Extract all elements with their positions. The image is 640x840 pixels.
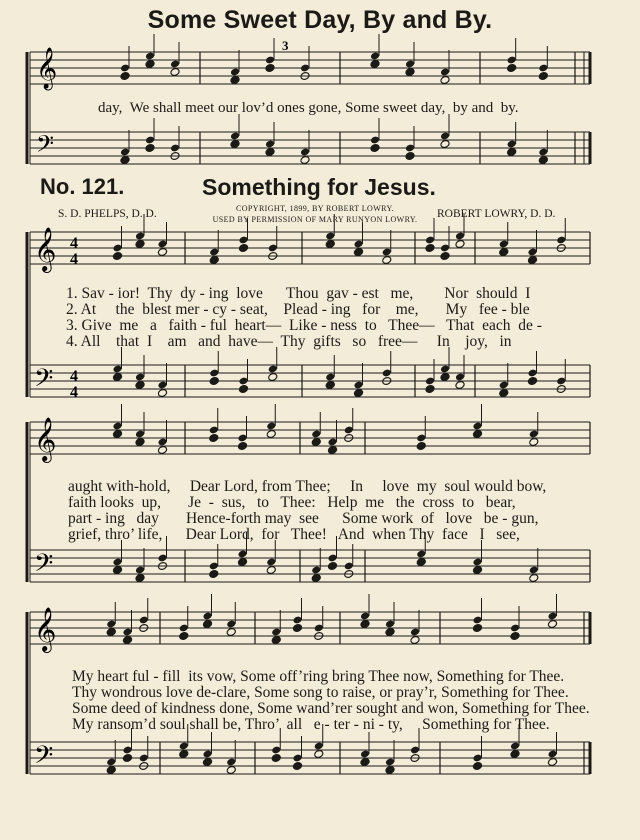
note-head <box>416 558 426 567</box>
note-head <box>230 76 240 85</box>
note-head <box>327 446 337 455</box>
note-head <box>238 385 248 394</box>
note-head <box>237 442 247 451</box>
note-head <box>353 389 363 398</box>
note-head <box>145 60 155 69</box>
note-head <box>499 389 509 398</box>
note-head <box>455 240 465 249</box>
note-head <box>370 144 380 153</box>
note-head <box>547 620 557 629</box>
note-head <box>405 68 415 77</box>
note-head <box>202 758 212 767</box>
note-head <box>230 140 240 149</box>
note-head <box>237 558 247 567</box>
note-head <box>440 373 450 382</box>
note-head <box>529 438 539 447</box>
note-head <box>538 156 548 165</box>
measure-number: 3 <box>282 38 289 53</box>
note-head <box>472 430 482 439</box>
note-head <box>440 76 450 85</box>
top-hymn-lyric: day, We shall meet our lov’d ones gone, Some sweet day, by and by. <box>98 100 519 116</box>
note-head <box>360 758 370 767</box>
bass-clef-icon: 𝄢 <box>34 549 54 584</box>
note-head <box>238 244 248 253</box>
note-head <box>170 68 180 77</box>
note-head <box>385 628 395 637</box>
note-head <box>325 381 335 390</box>
note-head <box>209 570 219 579</box>
note-head <box>271 754 281 763</box>
note-head <box>507 148 517 157</box>
note-head <box>271 636 281 645</box>
note-head <box>527 377 537 386</box>
note-head <box>425 385 435 394</box>
note-head <box>314 750 324 759</box>
bass-clef-icon: 𝄢 <box>34 741 54 776</box>
bass-clef-icon: 𝄢 <box>34 364 54 399</box>
note-head <box>135 240 145 249</box>
bass-time-signature-denominator: 4 <box>70 384 78 401</box>
note-head <box>106 766 116 775</box>
treble-time-signature-denominator: 4 <box>70 251 78 268</box>
treble-clef-icon: 𝄞 <box>36 48 58 89</box>
top-hymn-title: Some Sweet Day, By and By. <box>147 6 493 34</box>
note-head <box>300 156 310 165</box>
verse-2-line-2: faith looks up, Je - sus, to Thee: Help me the cross to bear, <box>68 494 516 511</box>
note-head <box>510 750 520 759</box>
verse-2-line-1: 2. At the blest mer - cy - seat, Plead - ing for me, My fee - ble <box>66 301 530 318</box>
note-head <box>112 566 122 575</box>
note-head <box>179 750 189 759</box>
note-head <box>120 72 130 81</box>
note-head <box>266 430 276 439</box>
note-head <box>405 152 415 161</box>
note-head <box>455 381 465 390</box>
note-head <box>106 628 116 637</box>
note-head <box>370 60 380 69</box>
note-head <box>311 574 321 583</box>
note-head <box>265 64 275 73</box>
note-head <box>226 628 236 637</box>
bass-clef-icon: 𝄢 <box>36 130 55 163</box>
note-head <box>385 766 395 775</box>
note-head <box>292 624 302 633</box>
note-head <box>209 256 219 265</box>
hymn-number: No. 121. <box>40 174 125 199</box>
note-head <box>353 248 363 257</box>
treble-clef-icon: 𝄞 <box>34 607 57 651</box>
note-head <box>122 636 132 645</box>
note-head <box>538 72 548 81</box>
note-head <box>472 762 482 771</box>
copyright-notice <box>200 203 430 225</box>
note-head <box>472 566 482 575</box>
note-head <box>265 148 275 157</box>
note-head <box>268 373 278 382</box>
note-head <box>266 566 276 575</box>
note-head <box>440 252 450 261</box>
bass-time-signature-numerator: 4 <box>70 368 78 385</box>
author-credit: S. D. PHELPS, D. D. <box>58 208 157 220</box>
hymn-title: Something for Jesus. <box>202 174 436 200</box>
composer-credit: ROBERT LOWRY, D. D. <box>437 208 556 220</box>
note-head <box>209 377 219 386</box>
note-head <box>360 620 370 629</box>
note-head <box>179 632 189 641</box>
note-head <box>529 574 539 583</box>
note-head <box>135 438 145 447</box>
note-head <box>382 256 392 265</box>
treble-clef-icon: 𝄞 <box>34 227 57 271</box>
verse-3-line-3: Some deed of kindness done, Some wand’rer sought and won, Something for Thee. <box>72 700 590 717</box>
note-head <box>507 64 517 73</box>
note-head <box>135 381 145 390</box>
note-head <box>527 256 537 265</box>
note-head <box>112 252 122 261</box>
verse-1-line-1: 1. Sav - ior! Thy dy - ing love Thou gav - est me, Nor should I <box>66 285 531 302</box>
note-head <box>410 636 420 645</box>
verse-2-line-3: Thy wondrous love de-clare, Some song to raise, or pray’r, Something for Thee. <box>72 684 569 701</box>
note-head <box>325 240 335 249</box>
note-head <box>226 766 236 775</box>
treble-clef-icon: 𝄞 <box>34 417 57 461</box>
note-head <box>547 758 557 767</box>
verse-3-line-2: part - ing day Hence-forth may see Some work of love be - gun, <box>68 510 539 527</box>
note-head <box>472 624 482 633</box>
treble-time-signature-numerator: 4 <box>70 235 78 252</box>
note-head <box>157 446 167 455</box>
note-head <box>112 373 122 382</box>
note-head <box>499 248 509 257</box>
verse-1-line-3: My heart ful - fill its vow, Some off’ring bring Thee now, Something for Thee. <box>72 668 565 685</box>
note-head <box>120 156 130 165</box>
note-head <box>112 430 122 439</box>
note-head <box>202 620 212 629</box>
note-head <box>440 140 450 149</box>
copyright-line-2: USED BY PERMISSION OF MARY RUNYON LOWRY. <box>212 215 418 224</box>
verse-4-line-2: grief, thro’ life, Dear Lord, for Thee! And when Thy face I see, <box>68 526 520 543</box>
note-head <box>425 244 435 253</box>
note-head <box>327 562 337 571</box>
note-head <box>145 144 155 153</box>
note-head <box>292 762 302 771</box>
note-head <box>157 248 167 257</box>
note-head <box>122 754 132 763</box>
note-head <box>157 389 167 398</box>
verse-4-line-3: My ransom’d soul shall be, Thro’ all e - ter - ni - ty, Something for Thee. <box>72 716 550 733</box>
note-head <box>311 438 321 447</box>
verse-4-line-1: 4. All that I am and have— Thy gifts so free— In joy, in <box>66 333 512 350</box>
note-head <box>416 442 426 451</box>
verse-3-line-1: 3. Give me a faith - ful heart— Like - ness to Thee— That each de - <box>66 317 542 334</box>
verse-1-line-2: aught with-hold, Dear Lord, from Thee; In love my soul would bow, <box>68 478 547 495</box>
copyright-line-1: COPYRIGHT, 1899, BY ROBERT LOWRY. <box>236 204 394 213</box>
note-head <box>510 632 520 641</box>
note-head <box>209 434 219 443</box>
note-head <box>135 574 145 583</box>
